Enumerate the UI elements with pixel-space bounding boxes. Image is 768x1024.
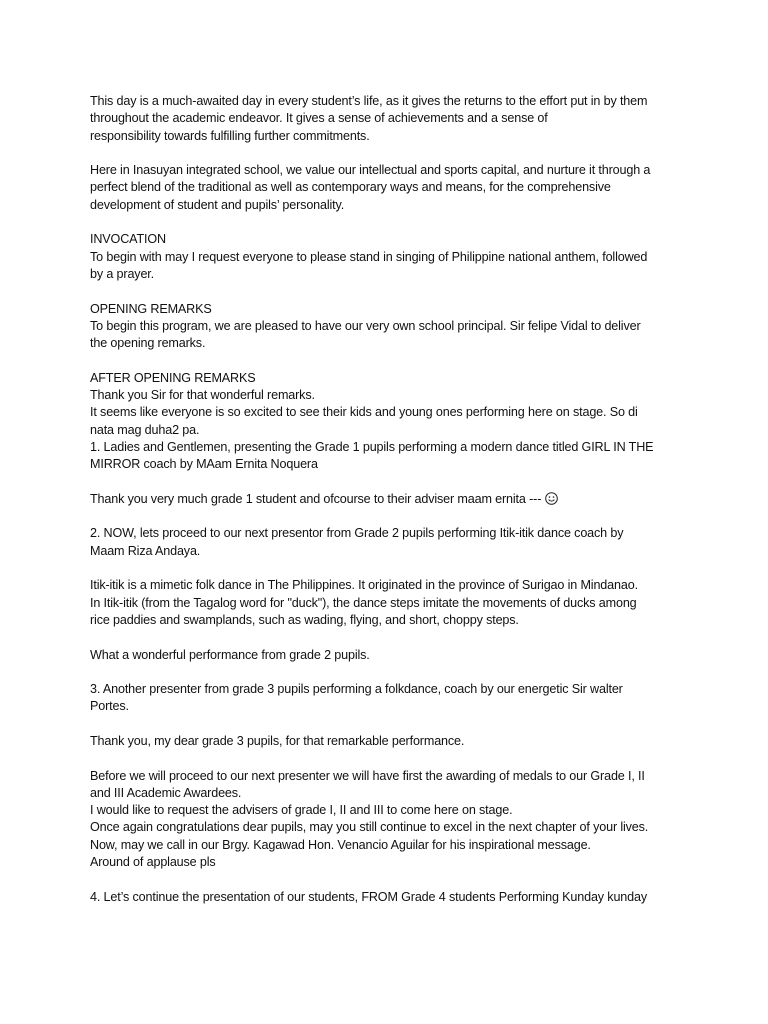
text-line: rice paddies and swamplands, such as wading, flying, and short, choppy steps. [90, 612, 519, 627]
grade2-paragraph [90, 525, 690, 560]
text-line: the opening remarks. [90, 336, 206, 351]
after-opening-remarks-heading: AFTER OPENING REMARKS [90, 370, 256, 385]
invocation-heading: INVOCATION [90, 232, 166, 247]
text-line: Now, may we call in our Brgy. Kagawad Hon. Venancio Aguilar for his inspirational message. [90, 837, 591, 852]
values-paragraph [90, 162, 690, 214]
text-line: development of student and pupils’ personality. [90, 197, 345, 212]
text-line: To begin this program, we are pleased to have our very own school principal. Sir felipe Vidal to deliver [90, 318, 641, 333]
text-line: Once again congratulations dear pupils, may you still continue to excel in the next chapter of your lives. [90, 820, 649, 835]
text-line: 1. Ladies and Gentlemen, presenting the Grade 1 pupils performing a modern dance titled GIRL IN THE [90, 439, 654, 454]
text-line: Around of applause pls [90, 855, 216, 870]
smiley-face-icon [545, 492, 558, 505]
text-line: In Itik-itik (from the Tagalog word for "duck"), the dance steps imitate the movements of ducks among [90, 595, 637, 610]
text-line: MIRROR coach by MAam Ernita Noquera [90, 457, 318, 472]
grade2-thanks-paragraph [90, 647, 690, 664]
text-line: What a wonderful performance from grade 2 pupils. [90, 647, 370, 662]
text-line: nata mag duha2 pa. [90, 422, 200, 437]
grade1-thanks-paragraph [90, 491, 690, 508]
grade1-thanks-text: Thank you very much grade 1 student and ofcourse to their adviser maam ernita --- [90, 491, 542, 506]
text-line: 2. NOW, lets proceed to our next presentor from Grade 2 pupils performing Itik-itik dance coach by [90, 526, 624, 541]
text-line [90, 491, 690, 508]
opening-remarks-section [90, 301, 690, 353]
text-line: by a prayer. [90, 266, 155, 281]
intro-paragraph [90, 93, 690, 145]
text-line: This day is a much-awaited day in every student’s life, as it gives the returns to the effort put in by them [90, 94, 648, 108]
text-line: 3. Another presenter from grade 3 pupils performing a folkdance, coach by our energetic Sir walter [90, 682, 623, 697]
text-line: Before we will proceed to our next presenter we will have first the awarding of medals to our Grade I, II [90, 768, 645, 783]
text-line: Itik-itik is a mimetic folk dance in The Philippines. It originated in the province of Surigao in Mindanao. [90, 578, 638, 593]
document-body [90, 93, 690, 923]
opening-remarks-heading: OPENING REMARKS [90, 301, 212, 316]
itik-itik-paragraph [90, 577, 690, 629]
invocation-section [90, 231, 690, 283]
text-line: Thank you Sir for that wonderful remarks. [90, 388, 315, 403]
awarding-paragraph [90, 768, 690, 872]
text-line: Portes. [90, 699, 129, 714]
text-line: responsibility towards fulfilling further commitments. [90, 128, 370, 143]
text-line: I would like to request the advisers of grade I, II and III to come here on stage. [90, 803, 513, 818]
text-line: It seems like everyone is so excited to see their kids and young ones performing here on stage. So di [90, 405, 638, 420]
grade4-paragraph [90, 889, 690, 906]
grade3-thanks-paragraph [90, 733, 690, 750]
grade3-paragraph [90, 681, 690, 716]
text-line: throughout the academic endeavor. It gives a sense of achievements and a sense of [90, 111, 548, 126]
text-line: 4. Let’s continue the presentation of our students, FROM Grade 4 students Performing Kunday kunday [90, 889, 648, 904]
text-line: Maam Riza Andaya. [90, 543, 201, 558]
text-line: perfect blend of the traditional as well as contemporary ways and means, for the comprehensive [90, 180, 611, 195]
text-line: and III Academic Awardees. [90, 785, 242, 800]
text-line: Here in Inasuyan integrated school, we value our intellectual and sports capital, and nurture it through a [90, 163, 651, 178]
text-line: Thank you, my dear grade 3 pupils, for that remarkable performance. [90, 733, 465, 748]
after-opening-remarks-section [90, 370, 690, 474]
text-line: To begin with may I request everyone to please stand in singing of Philippine national anthem, followed [90, 249, 648, 264]
